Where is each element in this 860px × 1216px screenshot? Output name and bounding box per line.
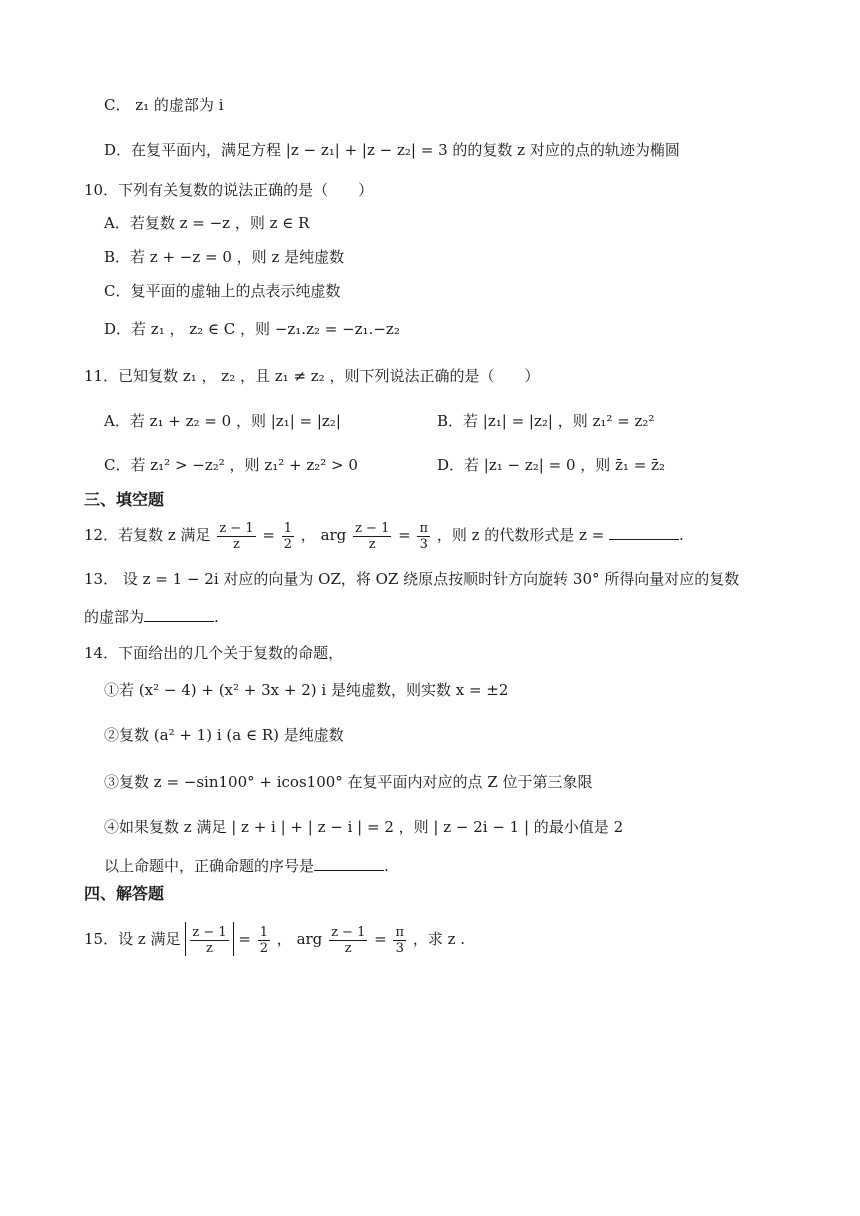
q12-f2-num: 1 (283, 520, 293, 536)
q15-fraction-1 (190, 925, 228, 956)
q12-f1-den: z (233, 536, 240, 552)
q10-stem: 10．下列有关复数的说法正确的是（ ） (84, 181, 374, 199)
q15-abs (185, 922, 233, 956)
q15-f2-num: 1 (259, 924, 269, 940)
q10-option-c: C．复平面的虚轴上的点表示纯虚数 (104, 282, 341, 300)
q12-eq1: = (262, 526, 275, 544)
q15-f3-den: z (344, 940, 352, 956)
q10-option-d: D．若 z₁ ， z₂ ∈ C ，则 −z₁.z₂ = −z₁.−z₂ (104, 320, 400, 338)
q13-end: . (214, 608, 219, 626)
q15-eq1: = (238, 930, 251, 948)
q12-line (84, 520, 684, 552)
q11-option-d: D．若 |z₁ − z₂| = 0 ，则 z̄₁ = z̄₂ (437, 456, 665, 474)
q14-proposition-4: ④如果复数 z 满足 | z + i | + | z − i | = 2 ，则 | z − 2i − 1 | 的最小值是 2 (104, 818, 624, 836)
q12-fraction-4 (417, 521, 430, 552)
q15-f2-den: 2 (259, 940, 269, 956)
q9-option-c: C． z₁ 的虚部为 i (104, 96, 224, 114)
q15-f3-num: z − 1 (331, 924, 366, 940)
q15-f1-den: z (206, 940, 213, 956)
q12-suffix: ，则 z 的代数形式是 z = (436, 526, 605, 544)
q15-fraction-3 (329, 925, 367, 956)
q13-line-1: 13． 设 z = 1 − 2i 对应的向量为 OZ，将 OZ 绕原点按顺时针方向旋转 30° 所得向量对应的复数 (84, 570, 740, 588)
q15-fraction-4 (393, 925, 406, 956)
q10-option-b: B．若 z + −z = 0 ，则 z 是纯虚数 (104, 248, 345, 266)
q15-eq2: = (374, 930, 387, 948)
q15-arg: ， arg (276, 930, 323, 948)
q15-f4-num: π (395, 924, 405, 940)
section-title-fill-in: 三、填空题 (84, 490, 165, 509)
section-title-solve: 四、解答题 (84, 884, 165, 903)
q12-end: . (679, 526, 684, 544)
q12-prefix: 12．若复数 z 满足 (84, 526, 211, 544)
q14-conclusion-text: 以上命题中，正确命题的序号是 (104, 857, 315, 875)
q12-f4-den: 3 (419, 536, 428, 552)
q15-f4-den: 3 (395, 940, 404, 956)
q12-fraction-1 (217, 521, 255, 552)
q12-f4-num: π (419, 520, 429, 536)
q12-f3-den: z (368, 536, 376, 552)
q12-f2-den: 2 (283, 536, 293, 552)
q15-line (84, 922, 465, 956)
q13-answer-blank[interactable] (144, 606, 214, 622)
q15-fraction-2 (258, 925, 270, 956)
q14-proposition-2: ②复数 (a² + 1) i (a ∈ R) 是纯虚数 (104, 726, 344, 744)
q12-fraction-3 (353, 521, 391, 552)
q14-end: . (384, 857, 389, 875)
q15-prefix: 15．设 z 满足 (84, 930, 181, 948)
q14-stem: 14．下面给出的几个关于复数的命题， (84, 644, 344, 662)
q14-conclusion (104, 855, 389, 877)
q13-line-2 (84, 606, 219, 628)
q12-f1-num: z − 1 (219, 520, 254, 536)
q9-option-d: D．在复平面内，满足方程 |z − z₁| + |z − z₂| = 3 的的复数 z 对应的点的轨迹为椭圆 (104, 141, 680, 159)
q12-eq2: = (398, 526, 411, 544)
q11-option-a: A．若 z₁ + z₂ = 0 ，则 |z₁| = |z₂| (104, 412, 341, 430)
q12-fraction-2 (282, 521, 294, 552)
q14-answer-blank[interactable] (314, 855, 384, 871)
q12-arg: ， arg (300, 526, 347, 544)
q14-proposition-1: ①若 (x² − 4) + (x² + 3x + 2) i 是纯虚数，则实数 x = ±2 (104, 681, 509, 699)
q11-option-b: B．若 |z₁| = |z₂| ，则 z₁² = z₂² (437, 412, 655, 430)
q11-option-c: C．若 z₁² > −z₂² ，则 z₁² + z₂² > 0 (104, 456, 358, 474)
q15-f1-num: z − 1 (192, 924, 227, 940)
q12-answer-blank[interactable] (609, 524, 679, 540)
q13-prefix: 的虚部为 (84, 608, 145, 626)
q15-suffix: ，求 z . (412, 930, 466, 948)
q14-proposition-3: ③复数 z = −sin100° + icos100° 在复平面内对应的点 Z 位于第三象限 (104, 773, 593, 791)
q11-stem: 11．已知复数 z₁ ， z₂ ，且 z₁ ≠ z₂ ，则下列说法正确的是（ ） (84, 367, 540, 385)
q12-f3-num: z − 1 (355, 520, 390, 536)
q10-option-a: A．若复数 z = −z ，则 z ∈ R (104, 214, 310, 232)
